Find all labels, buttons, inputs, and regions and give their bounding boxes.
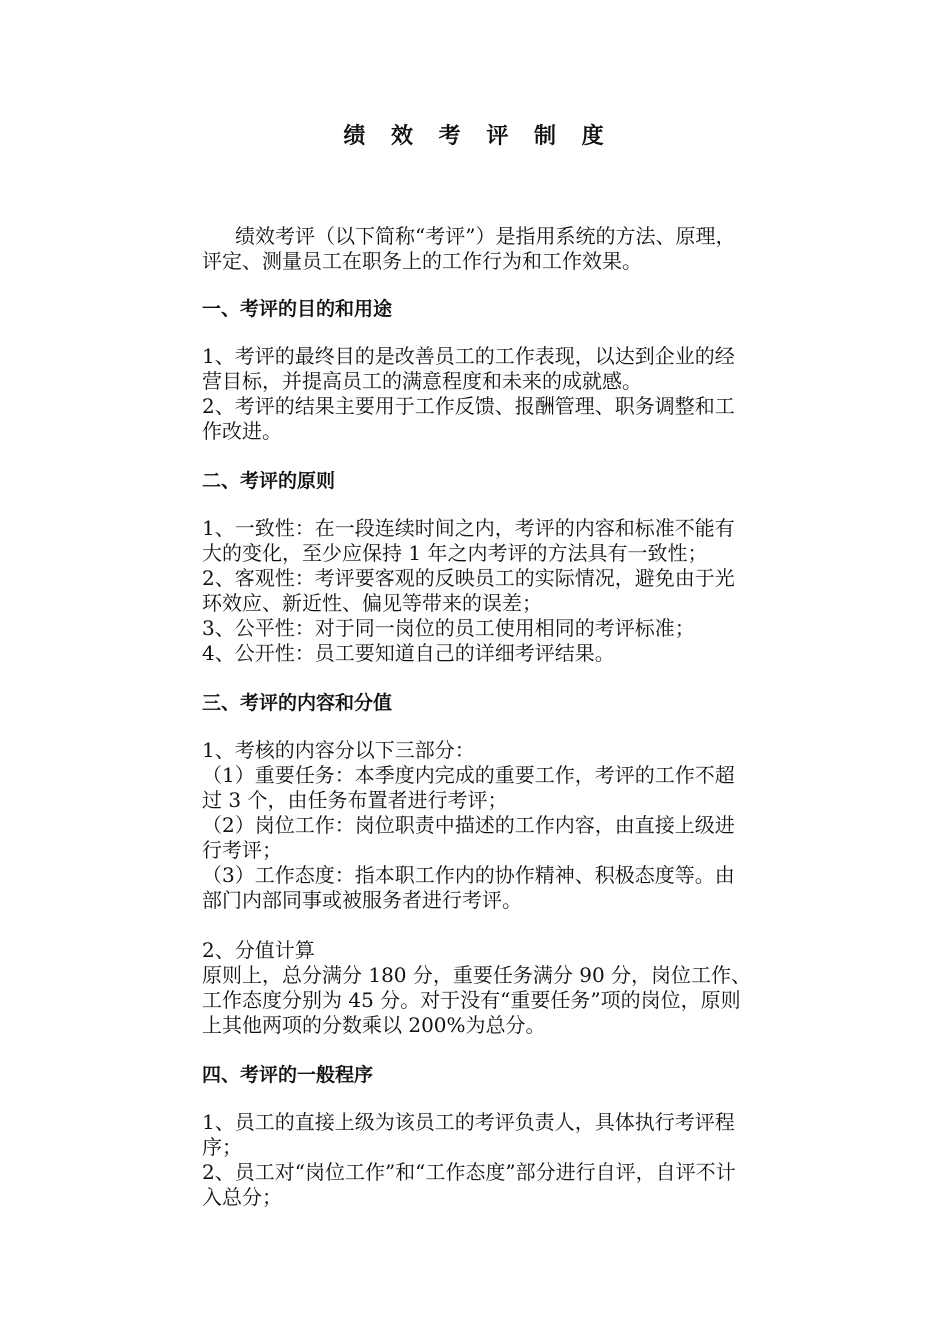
score-calculation-text: 原则上，总分满分 180 分，重要任务满分 90 分，岗位工作、工作态度分别为 45 分。对于没有“重要任务”项的岗位，原则上其他两项的分数乘以 200%为总分。 <box>202 963 752 1037</box>
paragraph-gap <box>202 913 754 938</box>
section-heading-procedure: 四、考评的一般程序 <box>202 1064 374 1086</box>
content-position-work: （2）岗位工作：岗位职责中描述的工作内容，由直接上级进行考评； <box>202 813 735 862</box>
document-content <box>202 118 754 1234</box>
content-work-attitude: （3）工作态度：指本职工作内的协作精神、积极态度等。由部门内部同事或被服务者进行考评。 <box>202 863 735 912</box>
content-important-tasks: （1）重要任务：本季度内完成的重要工作，考评的工作不超过 3 个，由任务布置者进行考评； <box>202 763 735 812</box>
procedure-step-1: 1、员工的直接上级为该员工的考评负责人，具体执行考评程序； <box>202 1110 735 1159</box>
purpose-item-2: 2、考评的结果主要用于工作反馈、报酬管理、职务调整和工作改进。 <box>202 394 735 443</box>
document-title: 绩 效 考 评 制 度 <box>343 124 613 149</box>
principle-objectivity: 2、客观性：考评要客观的反映员工的实际情况，避免由于光环效应、新近性、偏见等带来的误差； <box>202 566 735 615</box>
section-heading-principles: 二、考评的原则 <box>202 470 336 492</box>
score-calculation-heading: 2、分值计算 <box>202 938 315 962</box>
purpose-item-1: 1、考评的最终目的是改善员工的工作表现，以达到企业的经营目标，并提高员工的满意程度和未来的成就感。 <box>202 344 735 393</box>
section-heading-content-scores: 三、考评的内容和分值 <box>202 692 393 714</box>
section-heading-purpose: 一、考评的目的和用途 <box>202 298 393 320</box>
section-body-procedure <box>202 1110 754 1210</box>
principle-openness: 4、公开性：员工要知道自己的详细考评结果。 <box>202 641 615 665</box>
section-body-purpose <box>202 344 754 444</box>
section-body-content-scores <box>202 738 754 1038</box>
principle-fairness: 3、公平性：对于同一岗位的员工使用相同的考评标准； <box>202 616 695 640</box>
intro-paragraph: 绩效考评（以下简称“考评”）是指用系统的方法、原理，评定、测量员工在职务上的工作行为和工作效果。 <box>202 224 736 273</box>
principle-consistency: 1、一致性：在一段连续时间之内，考评的内容和标准不能有大的变化，至少应保持 1 年之内考评的方法具有一致性； <box>202 516 735 565</box>
section-body-principles <box>202 516 754 666</box>
content-intro: 1、考核的内容分以下三部分： <box>202 738 475 762</box>
procedure-step-2: 2、员工对“岗位工作”和“工作态度”部分进行自评，自评不计入总分； <box>202 1160 736 1209</box>
